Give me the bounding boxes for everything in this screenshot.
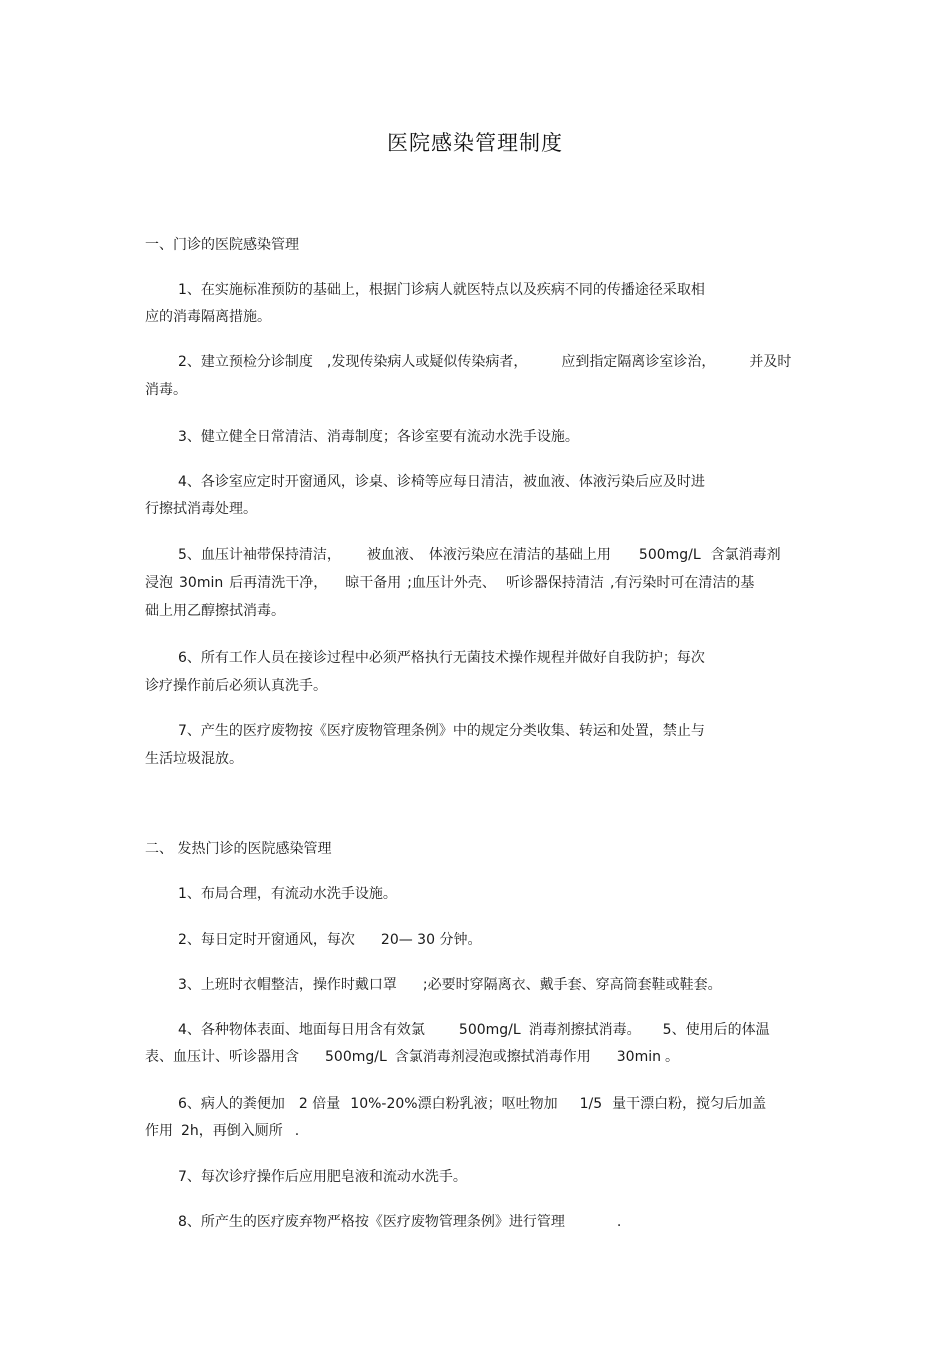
paragraph-line: 7、每次诊疗操作后应用肥皂液和流动水洗手。: [178, 1169, 467, 1185]
paragraph-line: [178, 353, 791, 371]
text-segment: 2、每日定时开窗通风，每次: [178, 932, 355, 948]
paragraph-line: [178, 931, 481, 949]
text-segment: 2h，再倒入厕所: [181, 1123, 283, 1139]
text-segment: ;必要时穿隔离衣、戴手套、穿高筒套鞋或鞋套。: [422, 977, 722, 993]
text-segment: 10%-20%漂白粉乳液；呕吐物加: [350, 1096, 558, 1112]
text-segment: ,有污染时可在清洁的基: [609, 575, 755, 591]
text-segment: 4、各种物体表面、地面每日用含有效氯: [178, 1022, 425, 1038]
paragraph-line: [178, 1095, 766, 1113]
paragraph-line: 3、健立健全日常清洁、消毒制度；各诊室要有流动水洗手设施。: [178, 429, 579, 445]
text-segment: 3、上班时衣帽整洁，操作时戴口罩: [178, 977, 397, 993]
text-segment: 2、建立预检分诊制度: [178, 354, 313, 370]
text-segment: 含氯消毒剂浸泡或擦拭消毒作用: [394, 1049, 591, 1065]
section-heading-2: 二、 发热门诊的医院感染管理: [145, 841, 332, 857]
text-segment: 500mg/L: [638, 547, 701, 563]
text-segment: 消毒剂擦拭消毒。: [528, 1022, 641, 1038]
text-segment: 20— 30 分钟。: [380, 932, 482, 948]
text-segment: .: [294, 1123, 300, 1139]
paragraph-line: 1、在实施标准预防的基础上，根据门诊病人就医特点以及疾病不同的传播途径采取相: [178, 282, 705, 298]
text-segment: 晾干备用: [345, 575, 402, 591]
paragraph-line: 础上用乙醇擦拭消毒。: [145, 603, 285, 619]
text-segment: 体液污染应在清洁的基础上用: [428, 547, 611, 563]
text-segment: 应到指定隔离诊室诊治，: [561, 354, 716, 370]
paragraph-line: 消毒。: [145, 382, 187, 398]
text-segment: 30min: [179, 575, 224, 591]
text-segment: 500mg/L: [458, 1022, 521, 1038]
paragraph-line: [145, 1048, 679, 1066]
text-segment: 5、血压计袖带保持清洁，: [178, 547, 341, 563]
text-segment: 2 倍量: [298, 1096, 341, 1112]
text-segment: 量干漂白粉，搅匀后加盖: [612, 1096, 767, 1112]
text-segment: ;血压计外壳、: [407, 575, 496, 591]
paragraph-line: [145, 574, 754, 592]
paragraph-line: [178, 546, 781, 564]
text-segment: 8、所产生的医疗废弃物严格按《医疗废物管理条例》进行管理: [178, 1214, 565, 1230]
paragraph-line: 诊疗操作前后必须认真洗手。: [145, 678, 327, 694]
paragraph-line: [178, 1213, 621, 1231]
text-segment: 听诊器保持清洁: [505, 575, 604, 591]
paragraph-line: 应的消毒隔离措施。: [145, 309, 271, 325]
paragraph-line: 行擦拭消毒处理。: [145, 501, 257, 517]
text-segment: 1/5: [579, 1096, 603, 1112]
paragraph-line: [178, 976, 722, 994]
paragraph-line: 4、各诊室应定时开窗通风，诊桌、诊椅等应每日清洁，被血液、体液污染后应及时进: [178, 474, 705, 490]
paragraph-line: 6、所有工作人员在接诊过程中必须严格执行无菌技术操作规程并做好自我防护；每次: [178, 650, 705, 666]
paragraph-line: [178, 1021, 770, 1039]
paragraph-line: [145, 1122, 299, 1140]
paragraph-line: 1、布局合理，有流动水洗手设施。: [178, 886, 397, 902]
text-segment: 6、病人的粪便加: [178, 1096, 285, 1112]
text-segment: .: [616, 1214, 622, 1230]
text-segment: 表、血压计、听诊器用含: [145, 1049, 299, 1065]
paragraph-line: 7、产生的医疗废物按《医疗废物管理条例》中的规定分类收集、转运和处置，禁止与: [178, 723, 705, 739]
text-segment: 后再清洗干净，: [229, 575, 328, 591]
text-segment: 500mg/L: [325, 1049, 387, 1065]
section-heading-1: 一、门诊的医院感染管理: [145, 237, 299, 253]
text-segment: 含氯消毒剂: [710, 547, 781, 563]
text-segment: 被血液、: [366, 547, 423, 563]
paragraph-line: 生活垃圾混放。: [145, 751, 243, 767]
page-title: 医院感染管理制度: [387, 131, 563, 155]
text-segment: 5、使用后的体温: [662, 1022, 770, 1038]
text-segment: 30min: [616, 1049, 661, 1065]
text-segment: ,发现传染病人或疑似传染病者，: [326, 354, 528, 370]
text-segment: 。: [664, 1049, 679, 1065]
text-segment: 浸泡: [145, 575, 173, 591]
text-segment: 并及时: [749, 354, 792, 370]
text-segment: 作用: [145, 1123, 173, 1139]
